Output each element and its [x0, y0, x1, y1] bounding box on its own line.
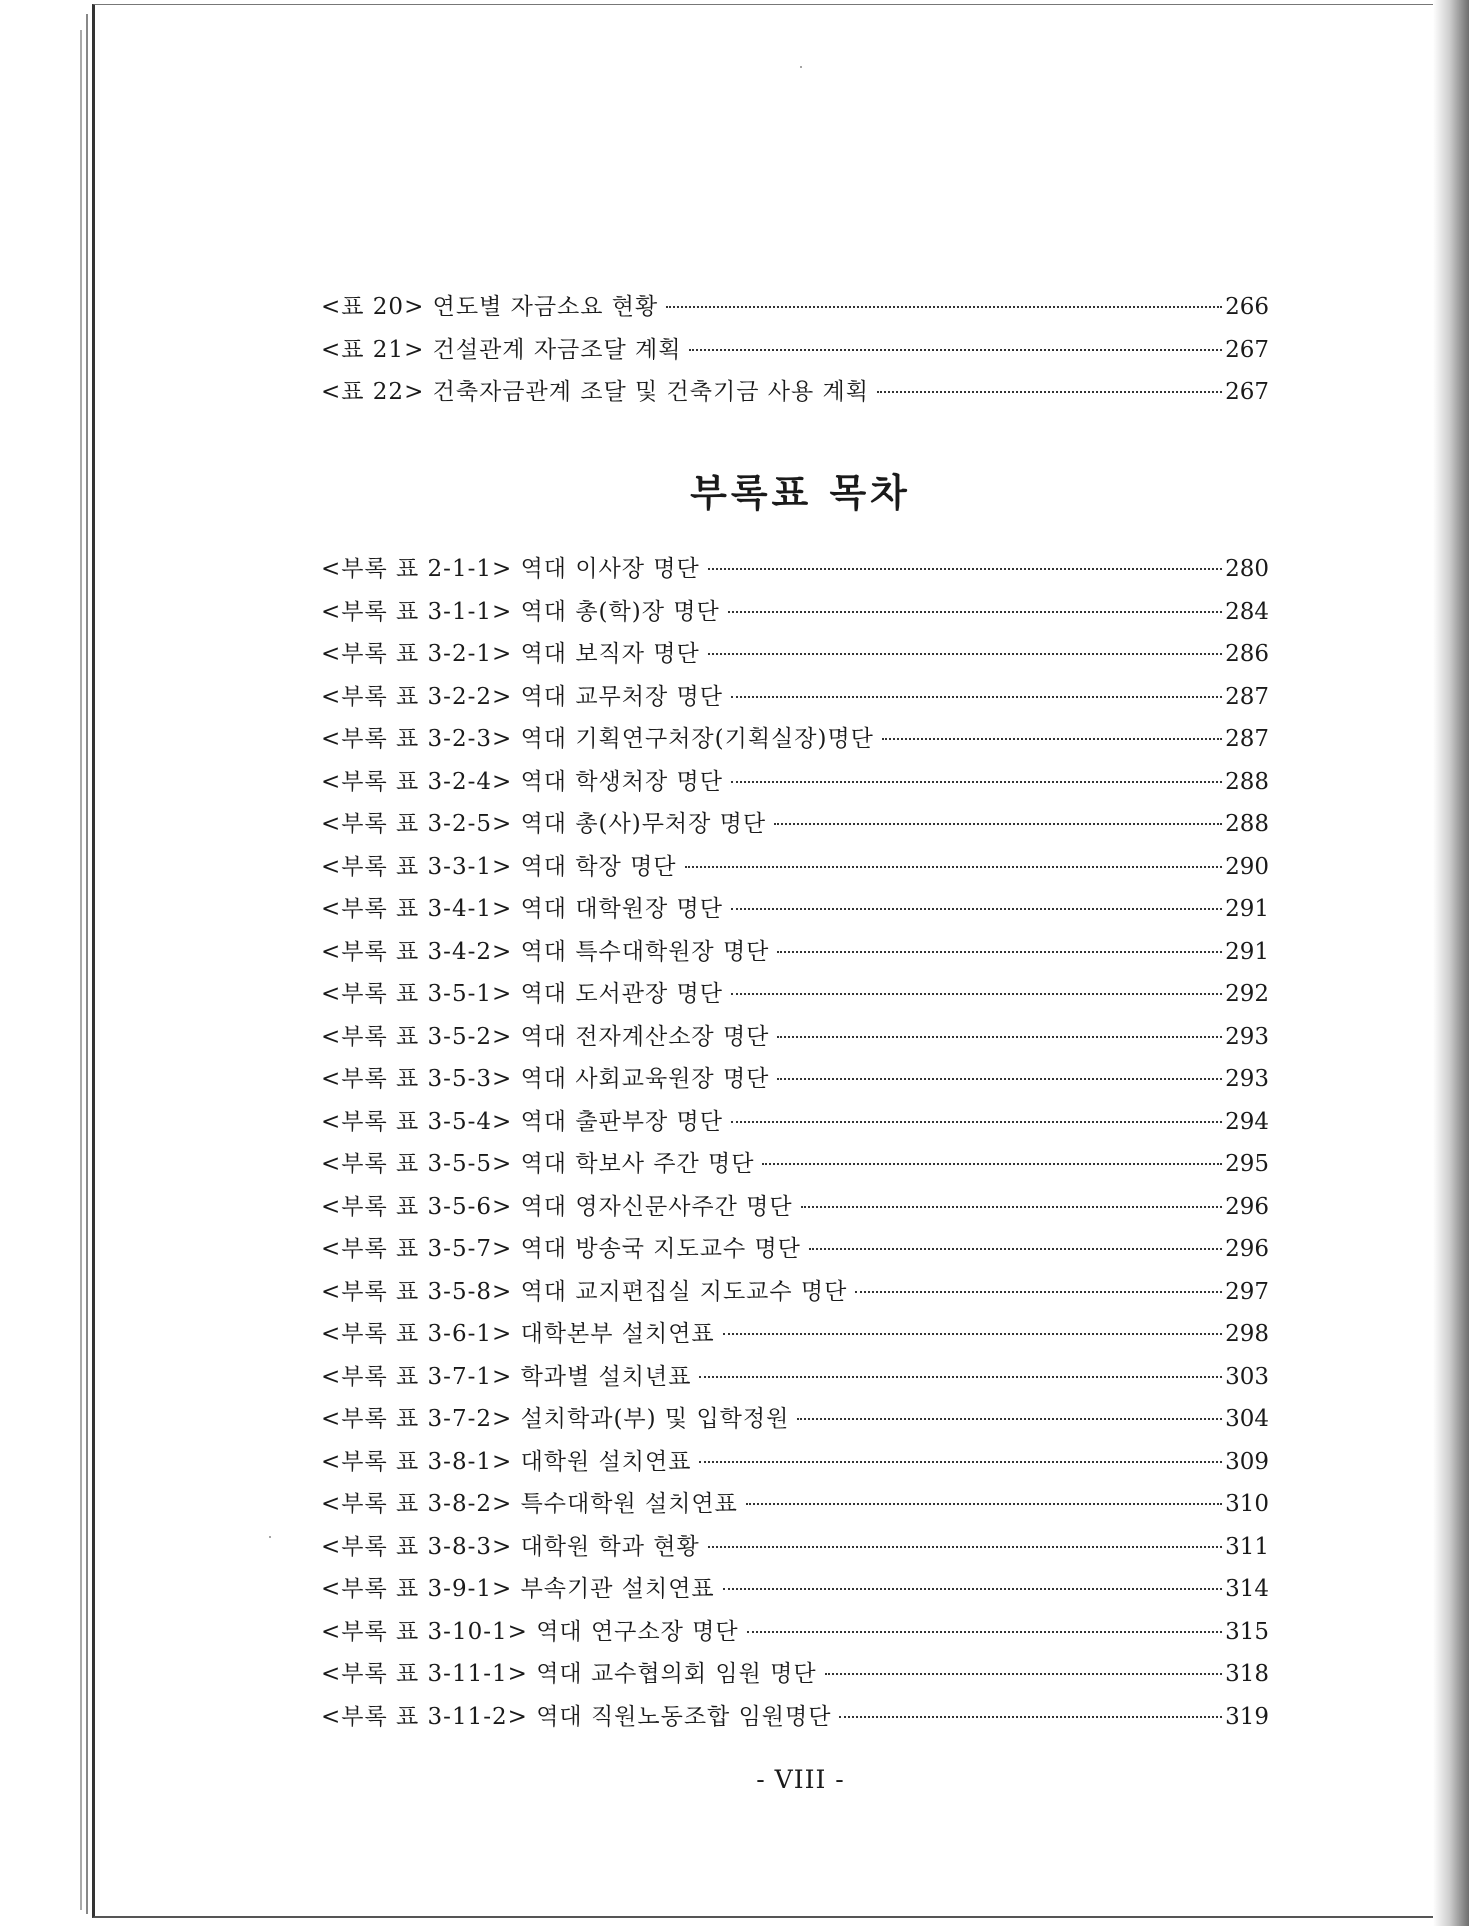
- toc-entry-label: <부록 표 3-5-1> 역대 도서관장 명단: [321, 981, 723, 1007]
- table-list: [321, 286, 1269, 414]
- toc-entry: [321, 846, 1269, 889]
- toc-entry: [321, 1398, 1269, 1441]
- scan-speck: [800, 66, 802, 68]
- toc-entry-page: 291: [1225, 896, 1269, 922]
- toc-entry: [321, 1611, 1269, 1654]
- toc-entry-label: <부록 표 3-5-4> 역대 출판부장 명단: [321, 1108, 723, 1135]
- toc-entry-label: <표 21> 건설관계 자금조달 계획: [321, 336, 682, 363]
- toc-entry-label: <부록 표 3-8-2> 특수대학원 설치연표: [321, 1491, 738, 1517]
- toc-entry-page: 296: [1225, 1193, 1269, 1220]
- toc-entry: [321, 1653, 1269, 1696]
- toc-entry-label: <부록 표 3-3-1> 역대 학장 명단: [321, 853, 677, 880]
- toc-entry-page: 287: [1225, 726, 1269, 752]
- toc-entry-page: 288: [1225, 811, 1269, 837]
- toc-entry-page: 291: [1225, 938, 1269, 965]
- section-title: 부록표 목차: [690, 470, 911, 515]
- toc-entry-page: 290: [1225, 853, 1269, 880]
- toc-entry-page: 298: [1225, 1321, 1269, 1347]
- toc-entry: [321, 1526, 1269, 1569]
- toc-entry: [321, 761, 1269, 804]
- dot-leader: [708, 1546, 1222, 1548]
- toc-entry-label: <부록 표 3-2-4> 역대 학생처장 명단: [321, 768, 723, 795]
- toc-entry: [321, 633, 1269, 676]
- dot-leader: [699, 1376, 1222, 1378]
- toc-entry-label: <부록 표 3-1-1> 역대 총(학)장 명단: [321, 598, 720, 625]
- toc-entry: [321, 1101, 1269, 1144]
- toc-entry-label: <부록 표 3-11-2> 역대 직원노동조합 임원명단: [321, 1703, 832, 1730]
- dot-leader: [731, 1121, 1222, 1123]
- toc-entry-page: 295: [1225, 1151, 1269, 1177]
- toc-entry: [321, 1228, 1269, 1271]
- dot-leader: [809, 1248, 1222, 1250]
- toc-entry: [321, 548, 1269, 591]
- toc-entry-label: <부록 표 3-5-2> 역대 전자계산소장 명단: [321, 1023, 770, 1050]
- toc-entry-label: <부록 표 3-11-1> 역대 교수협의회 임원 명단: [321, 1661, 817, 1687]
- toc-entry-page: 293: [1225, 1066, 1269, 1092]
- toc-entry: [321, 1483, 1269, 1526]
- toc-entry: [321, 286, 1269, 329]
- toc-entry-label: <부록 표 3-10-1> 역대 연구소장 명단: [321, 1618, 739, 1645]
- dot-leader: [708, 568, 1222, 570]
- dot-leader: [774, 823, 1222, 825]
- toc-entry-label: <부록 표 3-5-3> 역대 사회교육원장 명단: [321, 1066, 770, 1092]
- toc-entry-page: 309: [1225, 1448, 1269, 1475]
- toc-entry: [321, 973, 1269, 1016]
- toc-entry-label: <표 20> 연도별 자금소요 현황: [321, 294, 659, 320]
- toc-entry-label: <표 22> 건축자금관계 조달 및 건축기금 사용 계획: [321, 379, 869, 405]
- toc-entry: [321, 931, 1269, 974]
- toc-entry: [321, 591, 1269, 634]
- toc-entry: [321, 1696, 1269, 1739]
- scan-speck: [269, 1536, 271, 1538]
- toc-entry-page: 296: [1225, 1236, 1269, 1262]
- toc-entry-label: <부록 표 3-7-1> 학과별 설치년표: [321, 1363, 692, 1390]
- dot-leader: [762, 1163, 1222, 1165]
- dot-leader: [855, 1291, 1222, 1293]
- toc-entry: [321, 1058, 1269, 1101]
- toc-entry-page: 286: [1225, 641, 1269, 667]
- toc-entry-page: 288: [1225, 768, 1269, 795]
- toc-entry-page: 284: [1225, 598, 1269, 625]
- toc-entry-label: <부록 표 3-6-1> 대학본부 설치연표: [321, 1321, 715, 1347]
- toc-entry: [321, 1356, 1269, 1399]
- toc-entry-label: <부록 표 3-5-5> 역대 학보사 주간 명단: [321, 1151, 755, 1177]
- dot-leader: [708, 653, 1222, 655]
- toc-entry-label: <부록 표 3-5-7> 역대 방송국 지도교수 명단: [321, 1236, 801, 1262]
- page-edge-inner: [86, 14, 88, 1914]
- page-edge-outer: [80, 30, 82, 1910]
- toc-entry-label: <부록 표 3-2-5> 역대 총(사)무처장 명단: [321, 811, 767, 837]
- toc-entry-page: 287: [1225, 683, 1269, 710]
- toc-entry-label: <부록 표 3-7-2> 설치학과(부) 및 입학정원: [321, 1406, 790, 1432]
- toc-entry: [321, 1016, 1269, 1059]
- toc-entry: [321, 676, 1269, 719]
- dot-leader: [723, 1333, 1222, 1335]
- dot-leader: [685, 866, 1223, 868]
- toc-entry: [321, 329, 1269, 372]
- dot-leader: [797, 1418, 1222, 1420]
- toc-entry-page: 280: [1225, 556, 1269, 582]
- toc-entry-label: <부록 표 3-2-3> 역대 기획연구처장(기획실장)명단: [321, 726, 874, 752]
- dot-leader: [777, 951, 1222, 953]
- page-number: - VIII -: [756, 1765, 845, 1794]
- dot-leader: [747, 1631, 1223, 1633]
- toc-entry: [321, 888, 1269, 931]
- toc-entry-page: 292: [1225, 981, 1269, 1007]
- toc-entry-label: <부록 표 3-8-3> 대학원 학과 현황: [321, 1533, 700, 1560]
- dot-leader: [801, 1206, 1223, 1208]
- toc-entry: [321, 1143, 1269, 1186]
- toc-entry: [321, 371, 1269, 414]
- toc-entry-page: 294: [1225, 1108, 1269, 1135]
- toc-entry-page: 267: [1225, 336, 1269, 363]
- page-shadow: [1433, 0, 1469, 1926]
- toc-entry-page: 266: [1225, 294, 1269, 320]
- toc-entry-label: <부록 표 3-9-1> 부속기관 설치연표: [321, 1576, 715, 1602]
- dot-leader: [839, 1716, 1222, 1718]
- dot-leader: [777, 1036, 1222, 1038]
- toc-entry-page: 315: [1225, 1618, 1269, 1645]
- toc-entry-page: 310: [1225, 1491, 1269, 1517]
- dot-leader: [731, 696, 1222, 698]
- toc-entry-page: 314: [1225, 1576, 1269, 1602]
- toc-entry-label: <부록 표 3-2-2> 역대 교무처장 명단: [321, 683, 723, 710]
- toc-entry: [321, 718, 1269, 761]
- toc-entry: [321, 803, 1269, 846]
- dot-leader: [746, 1503, 1222, 1505]
- toc-entry-label: <부록 표 2-1-1> 역대 이사장 명단: [321, 556, 700, 582]
- toc-entry-page: 311: [1225, 1533, 1269, 1560]
- toc-entry: [321, 1186, 1269, 1229]
- toc-entry-page: 297: [1225, 1278, 1269, 1305]
- dot-leader: [731, 781, 1222, 783]
- toc-entry-page: 293: [1225, 1023, 1269, 1050]
- toc-entry-label: <부록 표 3-5-6> 역대 영자신문사주간 명단: [321, 1193, 793, 1220]
- dot-leader: [689, 349, 1222, 351]
- toc-entry-page: 303: [1225, 1363, 1269, 1390]
- toc-entry-label: <부록 표 3-8-1> 대학원 설치연표: [321, 1448, 692, 1475]
- toc-entry-label: <부록 표 3-2-1> 역대 보직자 명단: [321, 641, 700, 667]
- dot-leader: [723, 1588, 1222, 1590]
- dot-leader: [728, 611, 1222, 613]
- toc-entry-label: <부록 표 3-5-8> 역대 교지편집실 지도교수 명단: [321, 1278, 848, 1305]
- toc-entry: [321, 1313, 1269, 1356]
- dot-leader: [777, 1078, 1222, 1080]
- toc-entry-page: 267: [1225, 379, 1269, 405]
- toc-entry-label: <부록 표 3-4-2> 역대 특수대학원장 명단: [321, 938, 770, 965]
- appendix-table-list: [321, 548, 1269, 1738]
- toc-entry: [321, 1441, 1269, 1484]
- toc-entry-page: 318: [1225, 1661, 1269, 1687]
- dot-leader: [877, 391, 1222, 393]
- dot-leader: [882, 738, 1222, 740]
- toc-entry: [321, 1568, 1269, 1611]
- dot-leader: [731, 993, 1222, 995]
- toc-entry-page: 304: [1225, 1406, 1269, 1432]
- dot-leader: [699, 1461, 1222, 1463]
- toc-entry-page: 319: [1225, 1703, 1269, 1730]
- dot-leader: [666, 306, 1222, 308]
- toc-entry: [321, 1271, 1269, 1314]
- dot-leader: [731, 908, 1222, 910]
- dot-leader: [825, 1673, 1223, 1675]
- toc-entry-label: <부록 표 3-4-1> 역대 대학원장 명단: [321, 896, 723, 922]
